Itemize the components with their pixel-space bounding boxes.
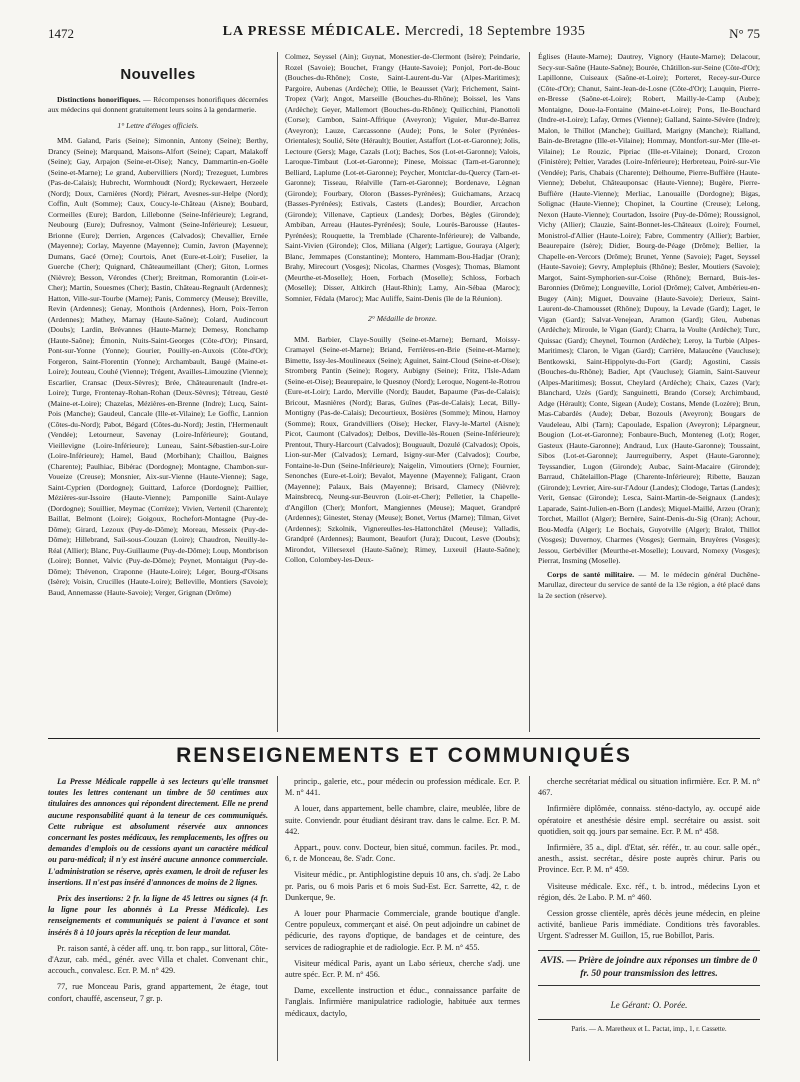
- journal-title: LA PRESSE MÉDICALE.: [222, 24, 401, 39]
- avis-notice: AVIS. — Prière de joindre aux réponses un timbre de 0 fr. 50 pour transmission des lettres.: [538, 950, 760, 986]
- journal-header: [48, 24, 760, 40]
- nouvelles-column-2: [285, 52, 520, 732]
- lettre-heading: 1° Lettre d'éloges officiels.: [117, 120, 199, 130]
- renseignements-intro: La Presse Médicale rappelle à ses lecteurs qu'elle transmet toutes les lettres contenant un timbre de 50 centimes aux titulaires des annonces qui répondent directement. Elle ne prend aucune responsabilité quant à la teneur de ces communiqués. Cette rubrique est absolument réservée aux annonces concernant les postes médicaux, les remplacements, les offres ou demandes d'emplois ou de cessions ayant un caractère médical ou para-médical; il n'y est inséré aucune annonce commerciale. L'administration se réserve, après examen, le droit de refuser les insertions. Il n'est pas inséré d'annonces de moins de 2 lignes.: [48, 777, 268, 887]
- lettre-list-part-1: MM. Galand, Paris (Seine); Simonnin, Antony (Seine); Berthy, Drancy (Seine); Marquand, Maisons-Alfort (Seine); Capart, Malakoff (Seine); Gay, Arpajon (Seine-et-Oise); Nancy, Dammartin-en-Goële (Seine-et-Marne); Le grand, Aubervilliers (Nord); Trezeguet, Lumbres (Pas-de-Calais); Hubrecht, Wormhoudt (Nord); Ryckewaert, Herzeele (Nord); Doux, Carnières (Nord); Piérart, Avesnes-sur-Helpe (Nord); Coffin, Ault (Somme); Caux, Coucy-le-Château (Aisne); Boubard, Cormeilles (Eure); Bardon, Lillebonne (Seine-Inférieure); Legrand, Neubourg (Eure); Dufresnoy, Valmont (Seine-Inférieure); Lesueur, Brionne (Eure); Derrien, Argences (Calvados); Chevallier, Ernée (Mayenne); Corlay, Mayenne (Mayenne); Cumin, Javron (Mayenne); Dumans, Gacé (Orne); Courtois, Anet (Eure-et-Loir); Fuselier, la Guerche (Cher); Quignard, Châteaumeillant (Cher); Giton, Lormes (Nièvre); Besson, Vérondes (Cher); Breitman, Romorantin (Loir-et-Cher); Martin, Souesmes (Cher); Bastin, Château-Regnault (Ardennes); Hatton, Ville-sur-Tourbe (Marne); Panis, Commercy (Meuse); Breville, Revin (Ardennes); Genay, Monthois (Ardennes), Horn, Poix-Terron (Ardennes); Mathey, Marnay (Haute-Saône); Colard, Audincourt (Doubs); Lardin, Brévannes (Haute-Marne); Demesy, Ronchamp (Haute-Saône); Émonin, Nuits-Saint-Georges (Côte-d'Or); Pinsard, Pont-sur-Yonne (Yonne); Gourier, Pouilly-en-Auxois (Côte-d'Or); Forgeron, Saint-Florentin (Yonne); Archambault, Baugé (Maine-et-Loire); Jouteau, Couhé (Vienne); Trégent, Availles-Limouzine (Vienne); Escarlier, Cransac (Deux-Sèvres); Brée, Châteaurenault (Indre-et-Loire); Turge, Frontenay-Rohan-Rohan (Deux-Sèvres); Tétreau, Gesté (Maine-et-Loire); Chazelas, Mézières-en-Brenne (Indre); Lucq, Saint-Pois (Manche); Gaudeul, Cancale (Ille-et-Vilaine); Le Goffic, Lannion (Côtes-du-Nord); Pabot, Bégard (Côtes-du-Nord); Jestin, l'Hermenault (Vendée); Letourneur, Savenay (Loire-Inférieure); Goutand, Vieillevigne (Loire-Inférieure); Luneau, Saint-Sébastien-sur-Loire (Loire-Inférieure); Hamel, Baud (Morbihan); Chaillou, Baignes (Charente); Paulhiac, Bibérac (Dordogne); Montagne, Chambon-sur-Voueize (Creuse); Monsnier, Aix-sur-Vienne (Haute-Vienne); Sage, Saint-Cyprien (Dordogne); Guittard, Laforce (Dordogne); Paillier, Mézières-sur-Issoire (Haute-Vienne); Pamponille Saint-Aulaye (Dordogne); Souillier, Meymac (Corrèze); Vivien, Vertenil (Charente); Baillat, Belmont (Loire); Goigoux, Rochefort-Montagne (Puy-de-Dôme); Girard, Lezoux (Puy-de-Dôme); Moreau, Messeix (Puy-de-Dôme); Hillebrand, Sail-sous-Couzan (Loire); Chaudron, Neuilly-le-Réal (Allier); Blanc, Puy-Guillaume (Puy-de-Dôme); Loup, Montbrison (Loire); Bonnet, Valvic (Puy-de-Dôme); Peynet, Montaigut (Puy-de-Dôme); Thévenon, Craponne (Haute-Loire); Léger, Bourg-d'Oisans (Isère); Voisin, Crucilles (Haute-Loire); Belleville, Montiers (Savoie); Baud, Annemasse (Haute-Savoie); Verger, Grignan (Drôme): [48, 136, 268, 597]
- classified-ad: Pr. raison santé, à céder aff. unq. tr. bon rapp., sur littoral, Côte-d'Azur, cab. méd., génér. avec Villa et chalet. Convenant chir., accouch., convalesc. Ecr. P. M. n° 429.: [48, 943, 268, 976]
- classified-ad: A louer, dans appartement, belle chambre, claire, meublée, libre de suite. Conviendr. pour étudiant désirant trav. dans le calme. Ecr. P. M. 442.: [285, 804, 520, 836]
- classified-ad: cherche secrétariat médical ou situation infirmière. Ecr. P. M. n° 467.: [538, 777, 760, 798]
- classified-ad: Visiteur médic., pr. Antiphlogistine depuis 10 ans, ch. s'adj. 2e Labo pr. Paris, ou 6 mois Paris et 6 mois Sud-Est. Ecr. Sarrette, 42, r. de Dunkerque, 9e.: [285, 870, 520, 902]
- page-header: [48, 24, 760, 46]
- classified-ad: Infirmière, 35 a., dipl. d'Etat, sér. référ., tr. au cour. salle opér., anesth., assist. secrétar., désire poste auprès chirur. Paris ou Province. Ecr. P. M. n° 459.: [538, 843, 760, 875]
- section-divider: [48, 738, 760, 739]
- column-divider: [277, 776, 278, 1061]
- classified-ad: 77, rue Monceau Paris, grand appartement, 2e étage, tout confort, chauffé, ascenseur, 7 gr. p.: [48, 982, 268, 1003]
- issue-date: Mercredi, 18 Septembre 1935: [404, 24, 586, 39]
- renseignements-column-1: [48, 776, 268, 1076]
- distinctions-intro: — Récompenses honorifiques décernées aux médecins qui donnent gratuitement leurs soins à la gendarmerie.: [48, 94, 268, 114]
- printer-line: Paris. — A. Maretheux et L. Pactat, imp., 1, r. Cassette.: [538, 1019, 760, 1035]
- insertion-prices: Prix des insertions: 2 fr. la ligne de 45 lettres ou signes (4 fr. la ligne pour les abonnés à La Presse Médicale). Les renseignements et communiqués se paient à l'avance et sont insérés 8 à 10 jours après la réception de leur mandat.: [48, 894, 268, 937]
- classified-ad: Visiteuse médicale. Exc. réf., t. b. introd., médecins Lyon et région, dés. 2e Labo. P. M. n° 460.: [538, 881, 760, 902]
- classified-ad: princip., galerie, etc., pour médecin ou profession médicale. Ecr. P. M. n° 441.: [285, 777, 520, 798]
- renseignements-heading: RENSEIGNEMENTS ET COMMUNIQUÉS: [176, 744, 632, 767]
- renseignements-column-3: [538, 776, 760, 1076]
- classified-ad: Appart., pouv. conv. Docteur, bien situé, commun. faciles. Pr. mod., 6, r. de Monceau, 8e. S'adr. Conc.: [285, 843, 520, 864]
- ads-list-3: [538, 776, 760, 942]
- nouvelles-heading: Nouvelles: [120, 66, 196, 83]
- column-divider: [529, 776, 530, 1061]
- medaille-heading: 2° Médaille de bronze.: [368, 314, 437, 323]
- classified-ad: Infirmière diplômée, connaiss. sténo-dactylo, ay. occupé aide opératoire et anesthésie désire empl. secrétaire ou assist. soit quotidien, soit qq. jours par semaine. Ecr. P. M. n° 458.: [538, 804, 760, 836]
- distinctions-title: Distinctions honorifiques.: [57, 94, 141, 104]
- lettre-list-part-2: Colmez, Seyssel (Ain); Guynat, Monestier-de-Clermont (Isère); Peindarie, Rozel (Savoie); Bouchet, Frangy (Haute-Savoie); Ponjol, Port-de-Bouc (Bouches-du-Rhône); Coste, Saint-Laurent-du-Var (Alpes-Maritimes); Pargoire, Aubenas (Ardèche); Ollie, le Beausset (Var); Frichement, Saint-Tropez (Var); Angot, Marseille (Bouches-du-Rhône); Boissel, les Vans (Ardèche); Geyer, Mallemort (Bouches-du-Rhône); Quilicchini, Pianottoli (Corse); Cambon, Saint-Affrique (Aveyron); Viguier, Mur-de-Barrez (Aveyron); Lauze, Carcassonne (Aude); Pons, le Soler (Pyrénées-Orientales); Soulié, Sète (Hérault); Boutier, Astaffort (Lot-et-Garonne); Jolis, Lectoure (Gers); Mage, Cazals (Lot); Baches, Sos (Lot-et-Garonne); Valois, Laroque-Timbaut (Lot-et-Garonne); Pinese, Moissac (Tarn-et-Garonne); Belliard, Laplume (Lot-et-Garonne); Peycher, Montclar-du-Quercy (Tarn-et-Garonne); Tisseau, Réalville (Tarn-et-Garonne); Bordenave, Lègnan (Gironde); Fourbary, Oloron (Basses-Pyrénées); Guichamans, Arzacq (Basses-Pyrénées); Estivals, Castets (Landes); Bourdier, Arcachon (Gironde); Villenave, Captieux (Landes); Dorbes, Bègles (Gironde); Ambiban, Arreau (Hautes-Pyrénées); Soule, Lourès-Barousse (Hautes-Pyrénées); Rouquette, la Tremblade (Charente-Inférieure); de Valbande, Saint-Vivien (Gironde); Clos, Miliana (Alger); Lartigue, Gouraya (Alger); Blanc, Jemmapes (Constantine); Montero, Hammam-Bou-Hadjar (Oran); Brahy, Mirecourt (Vosges); Nicolas, Charmes (Vosges); Thomas, Blamont (Meurthe-et-Moselle); Hoen, Forbach (Moselle); Schloss, Forbach (Moselle); Disser, Altkirch (Haut-Rhin); Lamy, Ain-Sébaa (Maroc); Somnier, Fédala (Maroc); Mac Auliffe, Saint-Denis (île de la Réunion).: [285, 52, 520, 303]
- column-divider: [529, 52, 530, 732]
- classified-ad: A louer pour Pharmacie Commerciale, grande boutique d'angle. Centre populeux, commerçant et aisé. On peut adjoindre un cabinet de pédicurie, des rayons d'optique, de bandages et de ceinture, des services de radiographie et de radiologie. Ecr. P. M. n° 455.: [285, 909, 520, 952]
- medaille-list-continued: Églises (Haute-Marne); Dautrey, Vignory (Haute-Marne); Delacour, Secy-sur-Saône (Haute-Saône); Bourée, Châtillon-sur-Seine (Côte-d'Or); Lapillonne, Cuiseaux (Saône-et-Loire); Porteret, Recey-sur-Ource (Côte-d'Or); Chanut, Saint-Jean-de-Losne (Côte-d'Or); Lauquin, Pierre-en-Bresse (Saône-et-Loire); Robert, Mailly-le-Camp (Aube); Montaigne, Doue-la-Fontaine (Maine-et-Loire); Pons, Ile-Bouchard (Indre-et-Loire); Lafay, Ormes (Vienne); Galland, Sainte-Sévère (Indre); Malon, le Thillot (Manche); Guillard, Marigny (Manche); Rialland, Bain-de-Bretagne (Ille-et-Vilaine); Hommay, Montfort-sur-Mer (Ille-et-Vilaine); Le Rouzic, Pipriac (Ille-et-Vilaine); Donard, Crozon (Finistère); Peltier, Varades (Loire-Inférieure); Herbreteau, Poiré-sur-Vie (Vendée); Paris, Chabais (Charente); Delhoume, Pierre-Buffière (Haute-Vienne); Debelut, Châteauponsac (Haute-Vienne); Bugère, Pierre-Buffière (Haute-Vienne); Merliac, Lanouaille (Dordogne); Bigas, Solignac (Haute-Vienne); Chopinet, la Courtine (Creuse); Lelong, Nexon (Haute-Vienne); Courtadon, Issoire (Puy-de-Dôme); Roussignol, Vichy (Allier); Clauzie, Saint-Bonnet-les-Châteaux (Loire); Fournel, Monistrol-d'Allier (Haute-Loire); Fabre, Commentry (Allier); Barbier, Beaurepaire (Isère); Didier, Bourg-de-Péage (Drôme); Bellier, la Chapelle-en-Vercors (Drôme); Brunet, Yenne (Savoie); Paget, Seyssel (Haute-Savoie); Gevry, Amplepluis (Rhône); Besler, Moutiers (Savoie); Margot, Saint-Symphorien-sur-Coise (Rhône); Bernard, Buis-les-Baronnies (Drôme); Longueville, Loriol (Drôme); Calvet, Ambérieu-en-Bugey (Ain); Miguet, Douvaine (Haute-Savoie); Derieux, Saint-Laurent-de-Chamousset (Rhône); Dupouy, la Levade (Gard); Laget, le Vigan (Gard); Salvat-Venejean, Aramon (Gard); Gleu, Aubenas (Ardèche); Miroule, le Vigan (Gard); Charra, la Voulte (Ardèche); Turc, Quissac (Gard); Cheynel, Tournon (Ardèche); Leroy, la Turbie (Alpes-Maritimes); Claron, le Vigan (Gard); Carrière, Malaucène (Vaucluse); Bentkowski, Saint-Hippolyte-du-Fort (Gard); Agostini, Cassis (Bouches-du-Rhône); Badier, Apt (Vaucluse); Giamin, Saint-Sauveur (Alpes-Maritimes); Bossut, Cheylard (Ardèche); Chaix, Cazes (Var); Blanchard, Uzès (Gard); Sanguinetti, Brando (Corse); Archimbaud, Adge (Hérault); Conte, Sigean (Aude); Costans, Mende (Lozère); Brun, Mas-Cabardès (Aude); Debar, Bozouls (Aveyron); Bougars de Vaudeleau, Albi (Tarn); Capoulade, Espalion (Aveyron); Lépargneur, Bougion (Lot-et-Garonne); Fonbaure-Buch, Monteneg (Lot); Roger, Gasteux (Haute-Garonne); Andraud, Lux (Haute-Garonne); Toussaint, Sibos (Lot-et-Garonne); Jaurreguiberry, Aspet (Haute-Garonne); Teyssandier, Lugon (Gironde); Aubac, Saint-Macaire (Gironde); Barraud, Châtelaillon-Plage (Charente-Inférieure); Ribette, Bauzan (Gironde); Levrier, Aire-sur-l'Adour (Landes); Clodoge, Tartas (Landes); Verit, Gensac (Gironde); Lesca, Saint-Martin-de-Seignaux (Landes); Laparade, Saint-Julien-en-Born (Landes); Miquel-Maillé, Arzeu (Oran); Torchet, Maillot (Alger); Bernère, Saint-Denis-du-Sig (Oran); Achour, Bou-Medfa (Alger); Le Bochais, Guyotville (Alger); Bralot, Thillot (Vosges); Duvernoy, Charmes (Vosges); Germain, Bruyères (Vosges); Jessou, Gerbéviller (Meurthe-et-Moselle); Louvard, Nomexy (Vosges); Pierrat, Insming (Moselle).: [538, 52, 760, 565]
- medaille-list: MM. Barbier, Claye-Souilly (Seine-et-Marne); Bernard, Moissy-Cramayel (Seine-et-Marne); Briand, Ferrières-en-Brie (Seine-et-Marne); Bimette, Issy-les-Moulineaux (Seine); Aguinet, Saint-Cloud (Seine-et-Oise); Stromberg Pantin (Seine); Rogery, Aubigny (Seine); Fritz, l'Isle-Adam (Seine-et-Oise); Beaurepaire, le Quesnoy (Nord); Leroque, Nogent-le-Rotrou (Eure-et-Loir); Lardo, Merville (Nord); Baudet, Bapaume (Pas-de-Calais); Bricout, Masnières (Nord); Baras, Guînes (Pas-de-Calais); Lecat, Billy-Montigny (Pas-de-Calais); Decourtieux, Bosières (Somme); Minou, Harnoy (Somme); Roux, Grandvilliers (Oise); Hecker, Flavy-le-Martel (Aisne); Picot, Caumont (Calvados); Delbos, Deville-lès-Rouen (Seine-Inférieure); Prentout, Thury-Harcourt (Calvados); Bouguault, Dozulé (Calvados); Opois, Lion-sur-Mer (Calvados); Lernard, Isigny-sur-Mer (Calvados); Courbe, Fontaine-le-Dun (Seine-Inférieure); Naigelin, Vimoutiers (Orne); Fournier, Senonches (Eure-et-Loir); Bevalot, Mayenne (Mayenne); Faligant, Craon (Mayenne); Palaux, Bais (Mayenne); Brisard, Clamecy (Nièvre); Mainsbrecq, Neung-sur-Beuvron (Loir-et-Cher); Pelletier, la Chapelle-d'Angillon (Cher); Monfort, Mangiennes (Meuse); Maquet, Grandpré (Ardennes); Ginestet, Stenay (Meuse); Bonet, Vertus (Marne); Tilman, Givet (Ardennes); Szkolnik, Vignereulles-les-Hattonchâtel (Meuse); Valladis, Grandpré (Ardennes); Baumont, Beaufort (Jura); Ducout, Lesve (Doubs); Mirondot, Villersexel (Haute-Saône); Rimey, Luxeuil (Haute-Saône); Collon, Colombey-les-Deux-: [285, 334, 520, 564]
- ads-list-2: [285, 776, 520, 1019]
- ads-list-1: [48, 943, 268, 1004]
- issue-number: N° 75: [729, 26, 760, 41]
- nouvelles-column-3: [538, 52, 760, 732]
- column-divider: [277, 52, 278, 732]
- gerant-signature: Le Gérant: O. Porée.: [610, 999, 688, 1010]
- renseignements-column-2: [285, 776, 520, 1076]
- page-number: 1472: [48, 26, 74, 41]
- nouvelles-column-1: [48, 52, 268, 732]
- classified-ad: Cession grosse clientèle, après décès jeune médecin, en pleine activité, banlieue Paris immédiate. Conditions très favorables. Urgent. S'adresser M. Guillon, 15, rue Bobillot, Paris.: [538, 909, 760, 941]
- corps-title: Corps de santé militaire.: [547, 569, 635, 579]
- classified-ad: Visiteur médical Paris, ayant un Labo sérieux, cherche s'adj. une autre spéc. Ecr. P. M. n° 456.: [285, 958, 520, 980]
- corps-text: — M. le médecin général Duchêne-Marullaz, directeur du service de santé de la 13e région, a été placé dans la 2e section (réserve).: [538, 569, 760, 600]
- classified-ad: Dame, excellente instruction et éduc., connaissance parfaite de l'anglais. Infirmière manipulatrice radiologie, habituée aux termes médicaux, dactylo,: [285, 986, 520, 1018]
